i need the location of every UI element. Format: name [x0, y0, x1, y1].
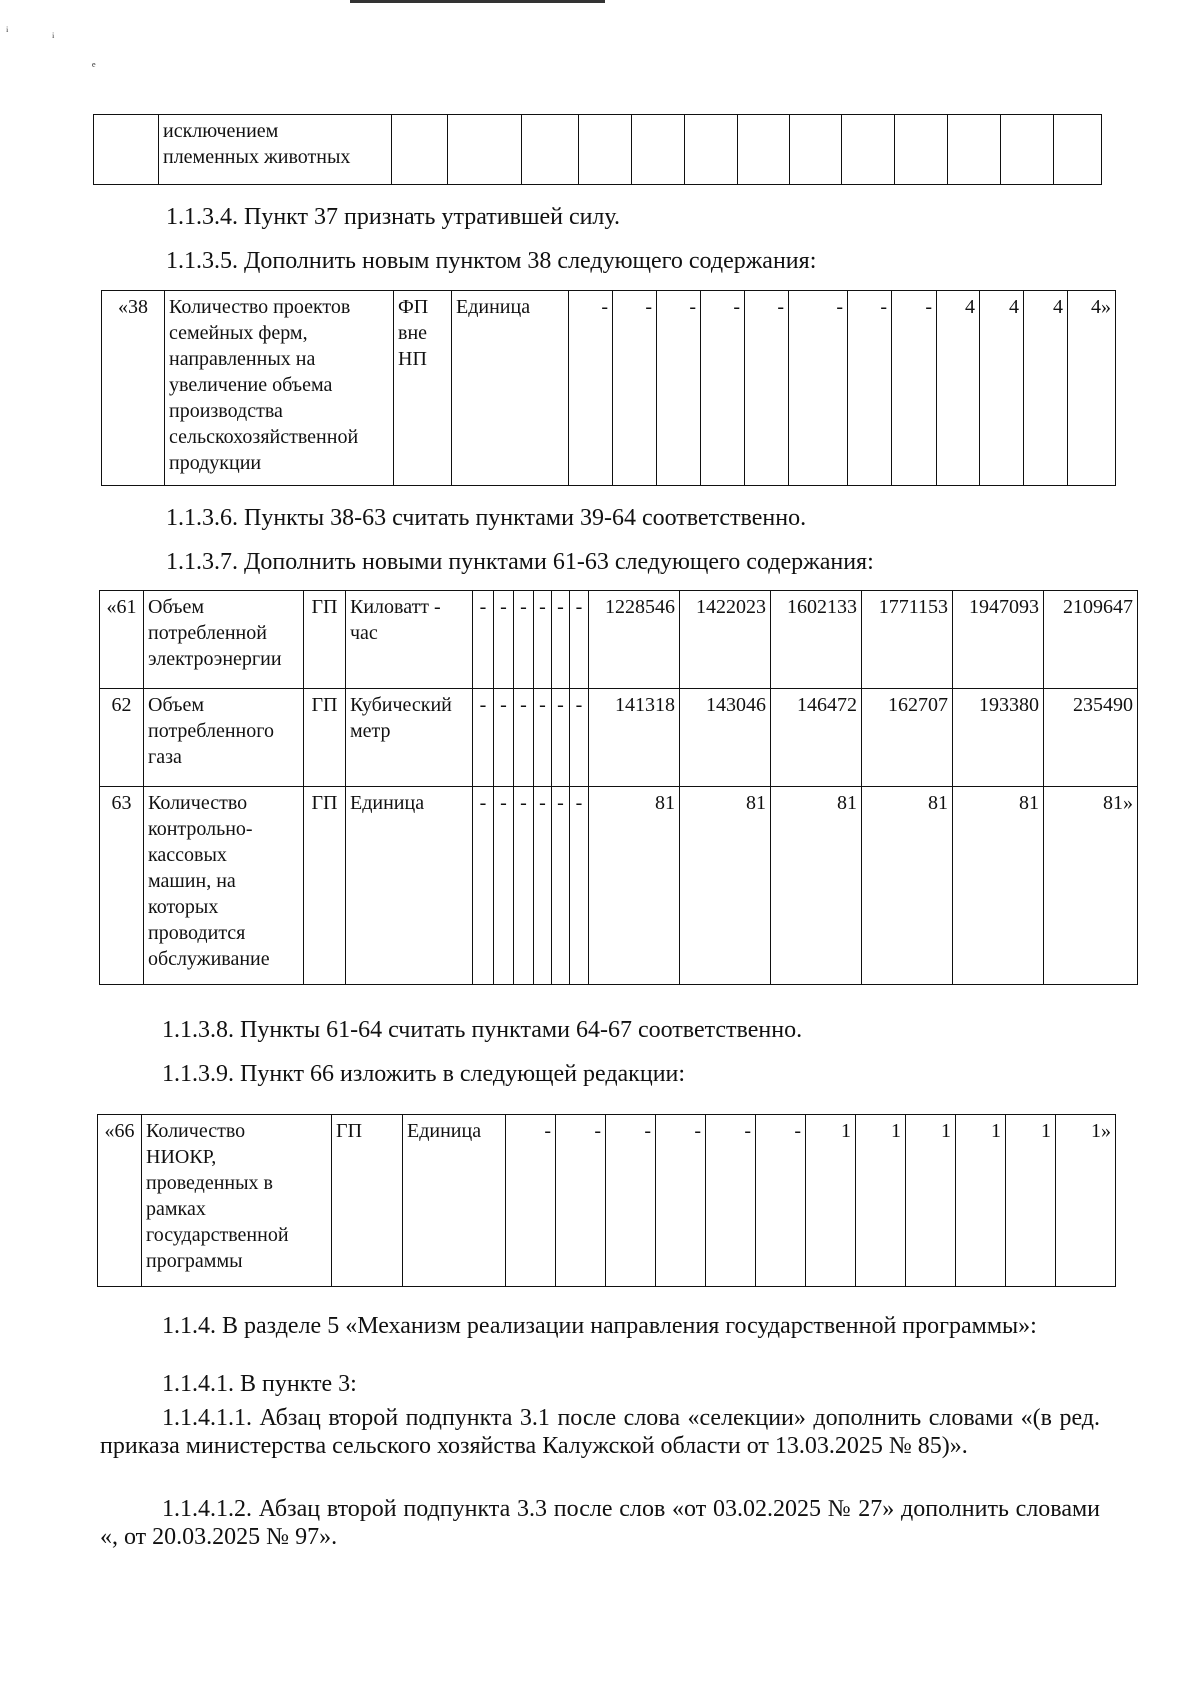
value-cell: 2109647 — [1044, 591, 1138, 689]
paragraph-1-1-4-1: 1.1.4.1. В пункте 3: — [162, 1371, 357, 1397]
dash-cell: - — [473, 787, 494, 985]
value-cell: 141318 — [589, 689, 680, 787]
table-row-63 — [100, 787, 1138, 985]
dash-cell: - — [552, 591, 570, 689]
value-cell: 1 — [956, 1115, 1006, 1287]
table-cell — [94, 115, 159, 185]
item-number: «38 — [102, 291, 165, 486]
dash-cell: - — [570, 591, 589, 689]
paragraph-1-1-4-1-2: 1.1.4.1.2. Абзац второй подпункта 3.3 после слов «от 03.02.2025 № 27» дополнить словами «, от 20.03.2025 № 97». — [100, 1496, 1100, 1550]
dash-cell: - — [473, 689, 494, 787]
dash-cell: - — [570, 689, 589, 787]
value-cell: 1 — [806, 1115, 856, 1287]
value-cell: 143046 — [680, 689, 771, 787]
dash-cell: - — [473, 591, 494, 689]
value-cell: - — [745, 291, 789, 486]
paragraph-1-1-3-4: 1.1.3.4. Пункт 37 признать утратившей силу. — [166, 204, 621, 230]
paragraph-1-1-3-6: 1.1.3.6. Пункты 38-63 считать пунктами 39-64 соответственно. — [166, 505, 807, 531]
value-cell: 146472 — [771, 689, 862, 787]
table-row — [102, 291, 1116, 486]
value-cell: 1422023 — [680, 591, 771, 689]
value-cell: 81 — [680, 787, 771, 985]
value-cell: - — [706, 1115, 756, 1287]
paragraph-1-1-3-7: 1.1.3.7. Дополнить новыми пунктами 61-63 следующего содержания: — [166, 549, 874, 575]
value-cell: 1» — [1056, 1115, 1116, 1287]
table-item-38 — [101, 290, 1116, 486]
value-cell: 162707 — [862, 689, 953, 787]
value-cell: 1771153 — [862, 591, 953, 689]
value-cell: 4 — [937, 291, 980, 486]
value-cell: 4» — [1068, 291, 1116, 486]
dash-cell: - — [494, 591, 514, 689]
program-type: ГП — [304, 689, 346, 787]
value-cell: 1602133 — [771, 591, 862, 689]
unit: Единица — [452, 291, 569, 486]
dash-cell: - — [514, 787, 534, 985]
indicator-name: Количество проектов семейных ферм, направленных на увеличение объема производства сельскохозяйственной продукции — [165, 291, 394, 486]
value-cell: - — [892, 291, 937, 486]
value-cell: 81 — [862, 787, 953, 985]
table-row-62 — [100, 689, 1138, 787]
table-items-61-63 — [99, 590, 1138, 985]
paragraph-1-1-3-8: 1.1.3.8. Пункты 61-64 считать пунктами 64-67 соответственно. — [162, 1017, 803, 1043]
dash-cell: - — [570, 787, 589, 985]
value-cell: 1 — [1006, 1115, 1056, 1287]
value-cell: 193380 — [953, 689, 1044, 787]
program-type: ГП — [304, 591, 346, 689]
value-cell: - — [656, 1115, 706, 1287]
unit: Кубический метр — [346, 689, 473, 787]
paragraph-1-1-4: 1.1.4. В разделе 5 «Механизм реализации направления государственной программы»: — [162, 1313, 1037, 1339]
dash-cell: - — [494, 787, 514, 985]
dash-cell: - — [552, 787, 570, 985]
value-cell: 4 — [1024, 291, 1068, 486]
item-number: «61 — [100, 591, 144, 689]
value-cell: 81 — [953, 787, 1044, 985]
dash-cell: - — [552, 689, 570, 787]
value-cell: 4 — [980, 291, 1024, 486]
value-cell: 81 — [771, 787, 862, 985]
dash-cell: - — [534, 689, 552, 787]
dash-cell: - — [514, 591, 534, 689]
scan-speck: ᵉ — [92, 60, 96, 75]
value-cell: 81» — [1044, 787, 1138, 985]
indicator-name: Количество НИОКР, проведенных в рамках государственной программы — [142, 1115, 332, 1287]
unit: Киловатт - час — [346, 591, 473, 689]
value-cell: - — [701, 291, 745, 486]
unit: Единица — [346, 787, 473, 985]
program-type: ГП — [332, 1115, 403, 1287]
table-row-61 — [100, 591, 1138, 689]
dash-cell: - — [514, 689, 534, 787]
value-cell: - — [848, 291, 892, 486]
value-cell: - — [569, 291, 613, 486]
indicator-name: Объем потребленной электроэнергии — [144, 591, 304, 689]
scan-speck: ᵢ — [52, 26, 55, 41]
value-cell: 1228546 — [589, 591, 680, 689]
item-number: 63 — [100, 787, 144, 985]
dash-cell: - — [534, 787, 552, 985]
value-cell: 1 — [906, 1115, 956, 1287]
value-cell: - — [506, 1115, 556, 1287]
value-cell: 81 — [589, 787, 680, 985]
program-type: ФП вне НП — [394, 291, 452, 486]
value-cell: - — [606, 1115, 656, 1287]
paragraph-1-1-3-5: 1.1.3.5. Дополнить новым пунктом 38 следующего содержания: — [166, 248, 817, 274]
indicator-name: Количество контрольно- кассовых машин, на которых проводится обслуживание — [144, 787, 304, 985]
indicator-name: Объем потребленного газа — [144, 689, 304, 787]
paragraph-1-1-4-1-1: 1.1.4.1.1. Абзац второй подпункта 3.1 после слова «селекции» дополнить словами «(в ред. приказа министерства сельского хозяйства Калужской области от 13.03.2025 № 85)». — [100, 1405, 1100, 1459]
dash-cell: - — [494, 689, 514, 787]
program-type: ГП — [304, 787, 346, 985]
value-cell: 235490 — [1044, 689, 1138, 787]
value-cell: - — [657, 291, 701, 486]
value-cell: - — [789, 291, 848, 486]
value-cell: 1947093 — [953, 591, 1044, 689]
table-continuation — [93, 114, 1102, 185]
scan-speck: ᵢ — [6, 20, 9, 35]
table-item-66 — [97, 1114, 1116, 1287]
dash-cell: - — [534, 591, 552, 689]
table-row — [98, 1115, 1116, 1287]
value-cell: - — [556, 1115, 606, 1287]
unit: Единица — [403, 1115, 506, 1287]
value-cell: - — [613, 291, 657, 486]
value-cell: 1 — [856, 1115, 906, 1287]
table-cell-name: исключением племенных животных — [159, 115, 392, 185]
item-number: «66 — [98, 1115, 142, 1287]
scan-top-edge — [350, 0, 605, 3]
paragraph-1-1-3-9: 1.1.3.9. Пункт 66 изложить в следующей редакции: — [162, 1061, 686, 1087]
value-cell: - — [756, 1115, 806, 1287]
item-number: 62 — [100, 689, 144, 787]
